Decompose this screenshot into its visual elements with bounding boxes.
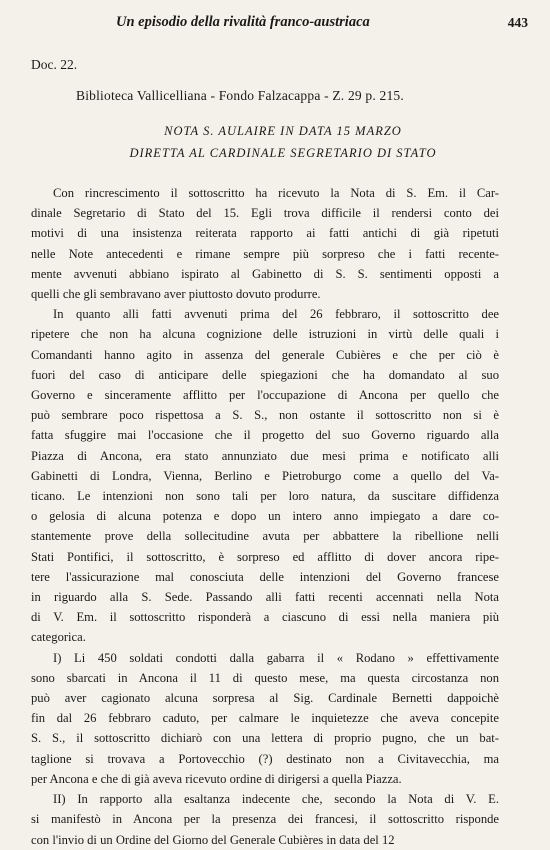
text-line: nelle Note antecedenti e rimane sempre più sorpreso che i fatti recente- [31,246,499,261]
page-number: 443 [507,15,528,30]
text-line: di V. Em. il sottoscritto risponderà a ciascuno di essi nella maniera più [31,610,499,625]
text-line: Piazza di Ancona, era stato annunziato due mesi prima e notificato alli [31,448,499,463]
text-line: Comandanti hanno agito in assenza del generale Cubières e che per ciò è [31,347,499,362]
text-line: ticano. Le intenzioni non sono tali per loro natura, da suscitare diffidenza [31,489,499,504]
text-line: o gelosia di alcuna potenza e dopo un intero anno impiegato a dare co- [31,509,499,524]
text-line: ripetere che non ha alcuna cognizione delle istruzioni in virtù delle quali i [31,327,499,342]
text-line: fatta sfuggire mai l'occasione che il progetto del suo Governo riguardo alla [31,428,499,443]
text-line: fin dal 26 febbraro caduto, per calmare le inquietezze che aveva concepite [31,711,499,726]
text-line: per Ancona e che di già aveva ricevuto ordine di dirigersi a quella Piazza. [31,771,402,786]
text-line: tere l'assicurazione mal conosciuta delle intenzioni del Governo francese [31,569,499,584]
text-line: può aver cagionato alcuna sorpresa al Sig. Cardinale Bernetti dappoichè [31,691,499,706]
text-line: mente avvenuti abbiano ispirato al Gabinetto di S. S. sentimenti opposti a [31,266,499,281]
document-number: Doc. 22. [31,57,78,72]
text-line: dinale Segretario di Stato del 15. Egli trova difficile il rendersi conto dei [31,206,499,221]
document-body [31,183,499,850]
running-head-title: Un episodio della rivalità franco-austriaca [116,14,370,30]
text-line: sono sbarcati in Ancona il 11 di questo mese, ma questa circostanza non [31,670,499,685]
document-heading-line1: NOTA S. AULAIRE IN DATA 15 MARZO [164,124,402,138]
running-head [0,14,550,34]
text-line: Con rincrescimento il sottoscritto ha ricevuto la Nota di S. Em. il Car- [53,186,499,200]
paragraph [31,648,499,789]
text-line: quelli che gli sembravano aver piuttosto dovuto produrre. [31,287,321,302]
text-line: può sembrare poco rispettosa a S. S., non ostante il sottoscritto non si è [31,408,499,423]
paragraph [31,789,499,850]
text-line: in riguardo alla S. Sede. Passando alli fatti recenti accennati nella Nota [31,590,499,605]
text-line: motivi di una insistenza reiterata rapporto ai fatti antichi di già ripetuti [31,226,499,241]
text-line: si manifestò in Ancona per la presenza dei francesi, il sottoscritto risponde [31,812,499,827]
text-line: fuori del caso di anticipare delle spiegazioni che ha domandato al suo [31,367,499,382]
text-line: con l'invio di un Ordine del Giorno del Generale Cubières in data del 12 [31,832,395,847]
text-line: Governo e sinceramente afflitto per l'occupazione di Ancona per quello che [31,388,499,403]
text-line: II) In rapporto alla esaltanza indecente che, secondo la Nota di V. E. [53,792,499,807]
paragraph [31,183,499,304]
text-line: Stati Pontifici, il sottoscritto, è sorpreso ed afflitto di dover ancora ripe- [31,549,499,564]
text-line: categorica. [31,630,86,645]
text-line: In quanto alli fatti avvenuti prima del 26 febbraro, il sottoscritto dee [53,307,499,322]
paragraph [31,304,499,647]
document-heading-line2: DIRETTA AL CARDINALE SEGRETARIO DI STATO [129,146,437,160]
text-line: S. S., il sottoscritto dichiarò con una lettera di proprio pugno, che un bat- [31,731,499,746]
text-line: I) Li 450 soldati condotti dalla gabarra il « Rodano » effettivamente [53,650,499,665]
text-line: stantemente prove della sollecitudine avuta per abbattere la ribellione nelli [31,529,499,544]
text-line: taglione si trovava a Portovecchio (?) destinato non a Civitavecchia, ma [31,751,499,766]
archive-source: Biblioteca Vallicelliana - Fondo Falzacappa - Z. 29 p. 215. [76,88,404,103]
text-line: Gabinetti di Londra, Vienna, Berlino e Pietroburgo come a quello del Va- [31,468,499,483]
